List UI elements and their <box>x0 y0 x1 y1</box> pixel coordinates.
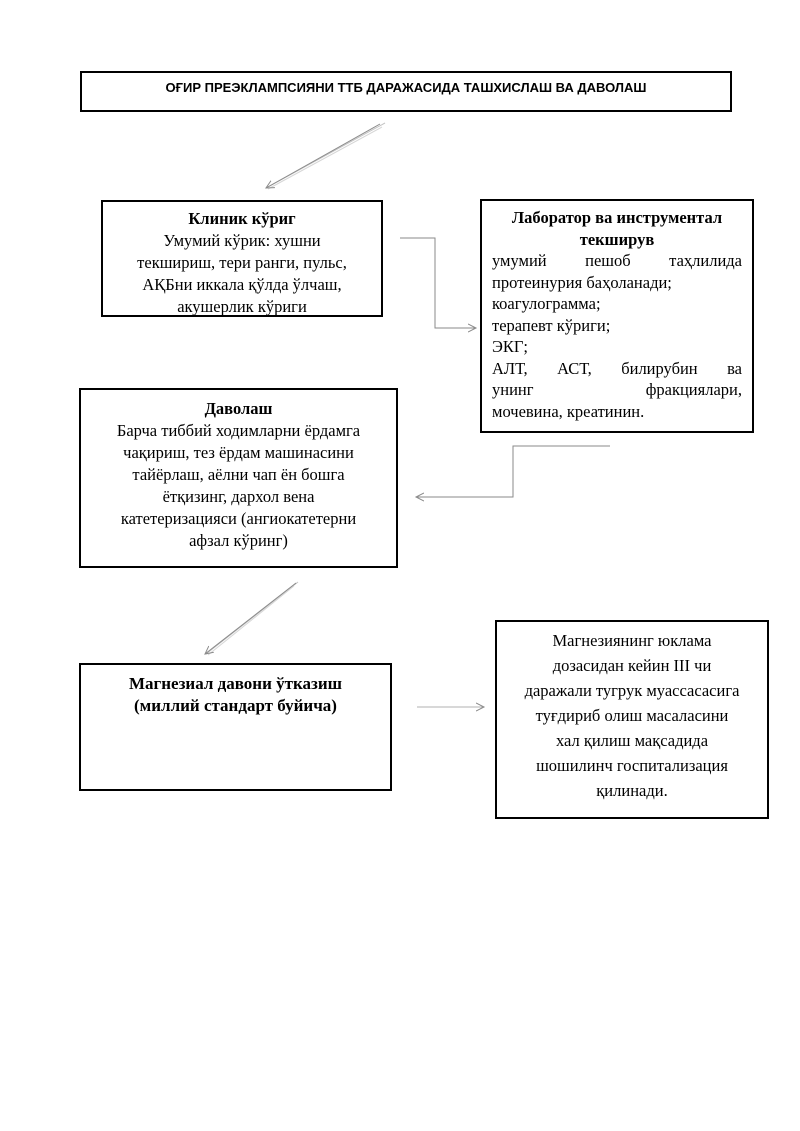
lab-exam-line: унинг фракциялари, <box>492 380 742 399</box>
magnesium-therapy-heading-line2: (миллий стандарт буйича) <box>134 696 337 715</box>
lab-exam-heading-line2: текширув <box>579 229 655 249</box>
hospitalization-box <box>495 620 769 819</box>
clinical-exam-line: АҚБни иккала қўлда ўлчаш, <box>142 275 342 294</box>
hospitalization-line: туғдириб олиш масаласини <box>535 706 729 725</box>
lab-exam-line: терапевт кўриги; <box>492 315 611 335</box>
arrow-title-to-clinical <box>266 123 385 189</box>
lab-exam-line: мочевина, креатинин. <box>492 401 645 421</box>
clinical-exam-box <box>101 200 383 317</box>
treatment-line: ётқизинг, дархол вена <box>162 487 315 506</box>
lab-exam-line: протеинурия баҳоланади; <box>492 272 672 292</box>
treatment-line: тайёрлаш, аёлни чап ён бошга <box>132 465 345 484</box>
treatment-line: чақириш, тез ёрдам машинасини <box>123 443 354 462</box>
hospitalization-line: дозасидан кейин III чи <box>552 656 712 675</box>
magnesium-therapy-box <box>79 663 392 791</box>
title-box <box>80 71 732 112</box>
treatment-line: афзал кўринг) <box>189 531 288 550</box>
lab-exam-line: коагулограмма; <box>492 294 601 313</box>
arrow-treatment-to-magnesium <box>205 582 298 655</box>
clinical-exam-heading: Клиник кўриг <box>188 209 296 228</box>
clinical-exam-line: текшириш, тери ранги, пульс, <box>137 253 347 272</box>
treatment-line: Барча тиббий ходимларни ёрдамга <box>116 421 361 440</box>
treatment-heading: Даволаш <box>204 399 273 418</box>
hospitalization-line: Магнезиянинг юклама <box>552 631 712 650</box>
lab-exam-box <box>480 199 754 433</box>
hospitalization-line: даражали тугрук муассасасига <box>524 681 740 700</box>
lab-exam-line: умумий пешоб таҳлилида <box>492 251 742 270</box>
hospitalization-line: шошилинч госпитализация <box>536 756 728 775</box>
lab-exam-heading-line1: Лаборатор ва инструментал <box>511 208 723 227</box>
lab-exam-line: АЛТ, АСТ, билирубин ва <box>492 358 742 378</box>
arrow-clinical-to-lab <box>400 238 476 328</box>
clinical-exam-line: акушерлик кўриги <box>177 297 307 316</box>
lab-exam-line: ЭКГ; <box>492 337 529 356</box>
treatment-box <box>79 388 398 568</box>
hospitalization-line: қилинади. <box>596 781 668 800</box>
magnesium-therapy-heading-line1: Магнезиал давони ўтказиш <box>128 674 343 693</box>
arrow-lab-to-treatment <box>416 446 610 497</box>
hospitalization-line: хал қилиш мақсадида <box>555 731 709 750</box>
treatment-line: катетеризацияси (ангиокатетерни <box>120 509 357 528</box>
diagram-title: ОҒИР ПРЕЭКЛАМПСИЯНИ ТТБ ДАРАЖАСИДА ТАШХИСЛАШ ВА ДАВОЛАШ <box>165 80 647 95</box>
clinical-exam-line: Умумий кўрик: хушни <box>163 231 321 250</box>
